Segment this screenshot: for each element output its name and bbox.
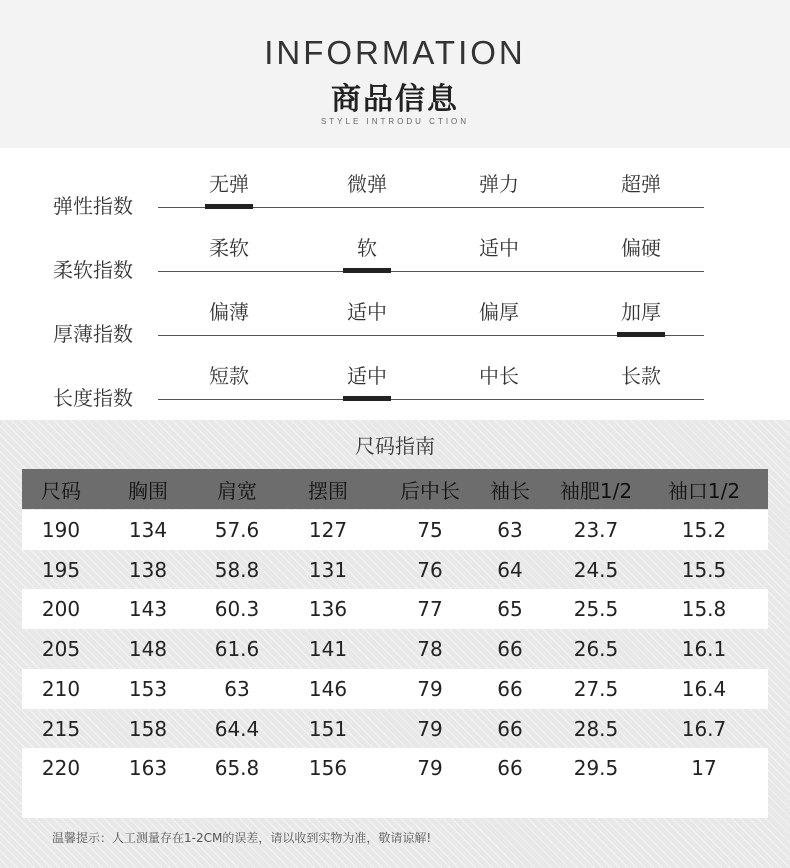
column-header: 袖肥1/2 (559, 479, 633, 503)
header-subtitle: STYLE INTRODU CTION (320, 117, 470, 126)
index-baseline (158, 271, 704, 272)
index-selected-marker (343, 268, 391, 273)
table-cell: 143 (128, 597, 168, 621)
table-cell: 65 (497, 597, 523, 621)
table-cell: 200 (41, 597, 81, 621)
table-cell: 141 (308, 637, 348, 661)
index-option: 短款 (209, 364, 249, 388)
table-cell: 58.8 (214, 558, 260, 582)
table-cell: 66 (497, 637, 523, 661)
table-cell: 66 (497, 756, 523, 780)
table-cell: 75 (417, 518, 443, 542)
index-option: 弹力 (479, 172, 519, 196)
table-cell: 15.2 (681, 518, 727, 542)
index-option: 适中 (347, 300, 387, 324)
table-cell: 61.6 (214, 637, 260, 661)
table-cell: 27.5 (573, 677, 619, 701)
table-cell: 220 (41, 756, 81, 780)
header-title-en: INFORMATION (264, 34, 526, 71)
table-cell: 136 (308, 597, 348, 621)
index-selected-marker (205, 204, 253, 209)
table-cell: 190 (41, 518, 81, 542)
table-cell: 134 (128, 518, 168, 542)
index-option: 加厚 (621, 300, 661, 324)
table-cell: 215 (41, 717, 81, 741)
table-cell: 29.5 (573, 756, 619, 780)
table-cell: 151 (308, 717, 348, 741)
index-option: 微弹 (347, 172, 387, 196)
table-cell: 23.7 (573, 518, 619, 542)
index-label: 弹性指数 (53, 194, 133, 218)
header-banner (0, 0, 790, 148)
table-cell: 78 (417, 637, 443, 661)
column-header: 袖长 (490, 479, 530, 503)
index-option: 无弹 (209, 172, 249, 196)
table-cell: 79 (417, 756, 443, 780)
table-cell: 24.5 (573, 558, 619, 582)
table-cell: 77 (417, 597, 443, 621)
table-cell: 17 (691, 756, 717, 780)
column-header: 肩宽 (217, 479, 257, 503)
table-cell: 163 (128, 756, 168, 780)
index-option: 柔软 (209, 236, 249, 260)
table-row (22, 510, 768, 550)
column-header: 袖口1/2 (667, 479, 741, 503)
column-header: 胸围 (128, 479, 168, 503)
table-cell: 16.1 (681, 637, 727, 661)
table-cell: 15.8 (681, 597, 727, 621)
index-option: 偏薄 (209, 300, 249, 324)
table-cell: 138 (128, 558, 168, 582)
table-cell: 148 (128, 637, 168, 661)
table-cell: 16.7 (681, 717, 727, 741)
table-cell: 79 (417, 717, 443, 741)
index-option: 偏厚 (479, 300, 519, 324)
index-option: 适中 (479, 236, 519, 260)
table-cell: 26.5 (573, 637, 619, 661)
index-option: 适中 (347, 364, 387, 388)
table-cell: 146 (308, 677, 348, 701)
table-cell: 64.4 (214, 717, 260, 741)
size-table-title: 尺码指南 (355, 434, 435, 458)
table-cell: 64 (497, 558, 523, 582)
table-row (22, 669, 768, 709)
table-cell: 25.5 (573, 597, 619, 621)
table-cell: 66 (497, 677, 523, 701)
table-cell: 195 (41, 558, 81, 582)
table-cell: 76 (417, 558, 443, 582)
index-baseline (158, 399, 704, 400)
index-option: 软 (357, 236, 377, 260)
header-title-cn: 商品信息 (331, 82, 459, 117)
measurement-tip: 温馨提示：人工测量存在1-2CM的误差，请以收到实物为准，敬请谅解! (52, 831, 432, 845)
table-cell: 63 (497, 518, 523, 542)
table-cell: 28.5 (573, 717, 619, 741)
column-header: 尺码 (41, 479, 81, 503)
column-header: 摆围 (308, 479, 348, 503)
index-option: 长款 (621, 364, 661, 388)
table-cell: 127 (308, 518, 348, 542)
index-selected-marker (617, 332, 665, 337)
table-row (22, 589, 768, 629)
table-row (22, 550, 768, 590)
table-row (22, 629, 768, 669)
table-cell: 210 (41, 677, 81, 701)
table-cell: 15.5 (681, 558, 727, 582)
index-row (0, 352, 790, 412)
table-cell: 79 (417, 677, 443, 701)
table-row (22, 709, 768, 749)
table-cell: 65.8 (214, 756, 260, 780)
table-cell: 66 (497, 717, 523, 741)
index-label: 厚薄指数 (53, 322, 133, 346)
table-cell: 156 (308, 756, 348, 780)
index-row (0, 288, 790, 348)
index-row (0, 160, 790, 220)
index-label: 长度指数 (53, 386, 133, 410)
index-row (0, 224, 790, 284)
table-cell: 57.6 (214, 518, 260, 542)
index-option: 偏硬 (621, 236, 661, 260)
column-header: 后中长 (400, 479, 460, 503)
index-option: 超弹 (621, 172, 661, 196)
index-label: 柔软指数 (53, 258, 133, 282)
table-cell: 60.3 (214, 597, 260, 621)
table-cell: 63 (224, 677, 250, 701)
table-cell: 131 (308, 558, 348, 582)
index-selected-marker (343, 396, 391, 401)
blank-panel (22, 780, 768, 818)
table-cell: 153 (128, 677, 168, 701)
table-cell: 205 (41, 637, 81, 661)
size-table-header (22, 469, 768, 509)
index-option: 中长 (479, 364, 519, 388)
table-cell: 16.4 (681, 677, 727, 701)
table-cell: 158 (128, 717, 168, 741)
